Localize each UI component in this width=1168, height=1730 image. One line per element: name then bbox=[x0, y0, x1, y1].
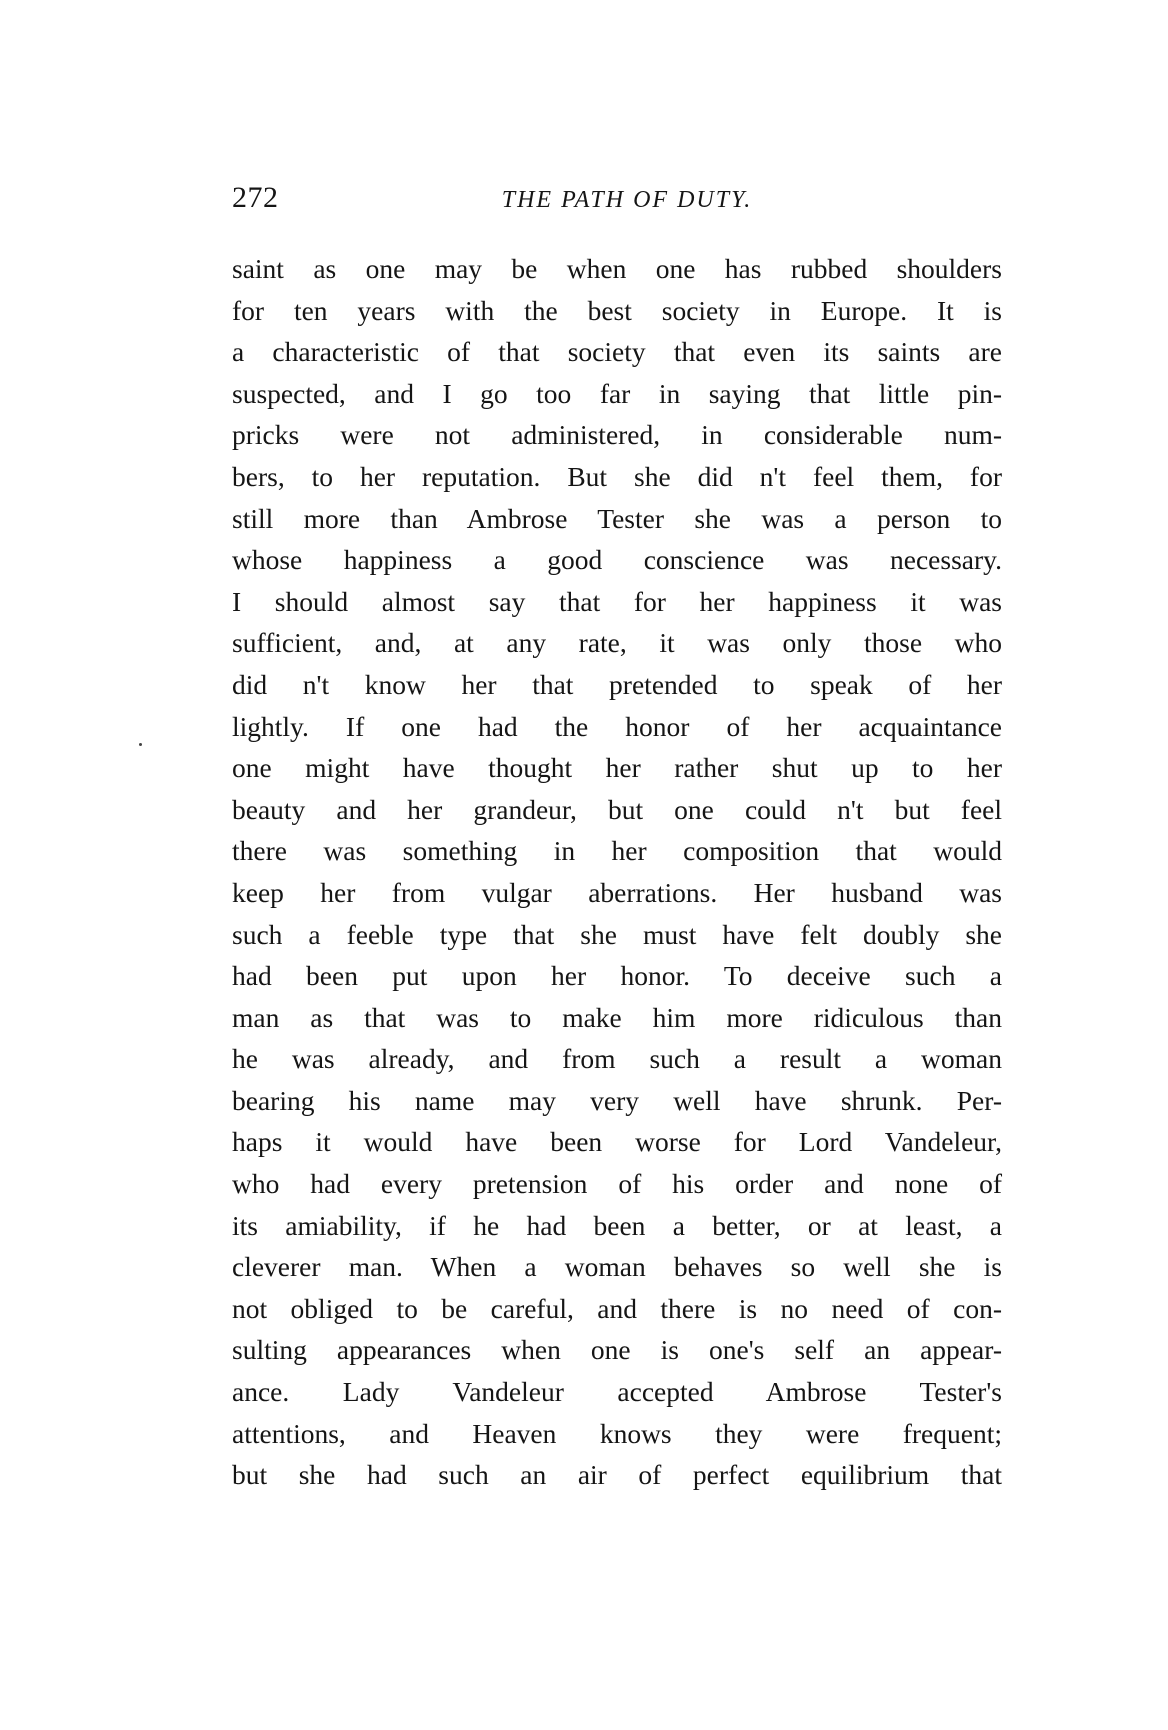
text-line: did n't know her that pretended to speak of her bbox=[232, 668, 1002, 700]
text-line: but she had such an air of perfect equilibrium that bbox=[232, 1459, 1002, 1491]
text-line: for ten years with the best society in Europe. It is bbox=[232, 294, 1002, 326]
text-line: bers, to her reputation. But she did n't feel them, for bbox=[232, 460, 1002, 492]
running-head bbox=[232, 178, 1002, 218]
text-line: still more than Ambrose Tester she was a person to bbox=[232, 502, 1002, 534]
text-line: beauty and her grandeur, but one could n't but feel bbox=[232, 793, 1002, 825]
text-line: sufficient, and, at any rate, it was only those who bbox=[232, 627, 1002, 659]
text-line: a characteristic of that society that even its saints are bbox=[232, 336, 1002, 368]
page-number: 272 bbox=[232, 181, 279, 214]
running-title: THE PATH OF DUTY. bbox=[501, 187, 753, 213]
text-line: one might have thought her rather shut up to her bbox=[232, 752, 1002, 784]
text-line: bearing his name may very well have shrunk. Per- bbox=[232, 1084, 1002, 1116]
text-line: suspected, and I go too far in saying that little pin- bbox=[232, 377, 1002, 409]
text-line: he was already, and from such a result a woman bbox=[232, 1043, 1002, 1075]
text-line: who had every pretension of his order and none of bbox=[232, 1168, 1002, 1200]
text-line: such a feeble type that she must have felt doubly she bbox=[232, 918, 1002, 950]
text-line: cleverer man. When a woman behaves so well she is bbox=[232, 1251, 1002, 1283]
text-line: not obliged to be careful, and there is no need of con- bbox=[232, 1292, 1002, 1324]
body-text bbox=[232, 248, 1002, 1496]
text-line: attentions, and Heaven knows they were frequent; bbox=[232, 1417, 1002, 1449]
stray-ink-dot bbox=[139, 743, 142, 746]
text-line: had been put upon her honor. To deceive such a bbox=[232, 960, 1002, 992]
text-line: saint as one may be when one has rubbed shoulders bbox=[232, 253, 1002, 284]
text-line: lightly. If one had the honor of her acquaintance bbox=[232, 710, 1002, 742]
text-line: keep her from vulgar aberrations. Her husband was bbox=[232, 876, 1002, 908]
text-line: whose happiness a good conscience was necessary. bbox=[232, 544, 1002, 576]
text-line: pricks were not administered, in considerable num- bbox=[232, 419, 1002, 451]
text-line: its amiability, if he had been a better, or at least, a bbox=[232, 1209, 1002, 1241]
text-line: man as that was to make him more ridiculous than bbox=[232, 1001, 1002, 1033]
text-line: sulting appearances when one is one's self an appear- bbox=[232, 1334, 1002, 1366]
text-line: haps it would have been worse for Lord Vandeleur, bbox=[232, 1126, 1002, 1158]
text-line: I should almost say that for her happiness it was bbox=[232, 585, 1002, 617]
text-line: ance. Lady Vandeleur accepted Ambrose Tester's bbox=[232, 1376, 1002, 1408]
text-line: there was something in her composition that would bbox=[232, 835, 1002, 867]
